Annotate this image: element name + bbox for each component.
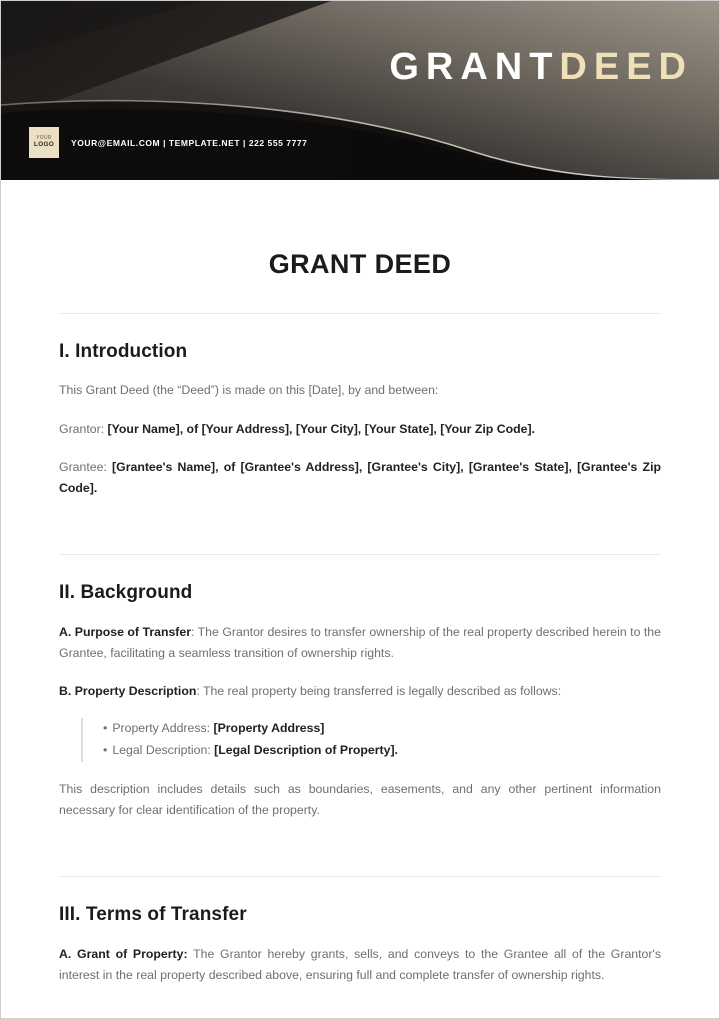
header-title (389, 48, 693, 86)
divider-top (59, 313, 661, 314)
list-item (103, 718, 661, 740)
logo-label-your: YOUR (36, 135, 52, 142)
document-header-banner (1, 1, 720, 180)
header-title-primary: GRANT (389, 46, 560, 88)
section-heading-background: II. Background (59, 582, 193, 604)
grant-of-property-text: The Grantor hereby grants, sells, and conveys to the Grantee all of the Grantor's interest in the real property described above, ensuring full and complete transfer of ownership rights. (59, 947, 661, 983)
property-description-closing-paragraph: This description includes details such as boundaries, easements, and any other pertinent information necessary for clear identification of the property. (59, 782, 661, 818)
list-item-label: Legal Description: (112, 743, 215, 758)
purpose-of-transfer-text: : The Grantor desires to transfer ownership of the real property described herein to the Grantee, facilitating a seamless transition of ownership rights. (59, 624, 661, 660)
logo-label-logo: LOGO (33, 140, 55, 148)
grant-of-property-paragraph (59, 944, 661, 986)
purpose-of-transfer-paragraph (59, 622, 661, 664)
grantor-label: Grantor: (59, 421, 108, 436)
header-contact-info: YOUR@EMAIL.COM | TEMPLATE.NET | 222 555 7777 (71, 137, 308, 148)
grantee-paragraph (59, 457, 661, 499)
grantee-label: Grantee: (59, 459, 113, 474)
grantor-paragraph (59, 419, 661, 440)
header-brand-bar (29, 127, 307, 158)
section-heading-introduction: I. Introduction (59, 340, 188, 362)
grant-of-property-label: A. Grant of Property: (59, 947, 188, 962)
document-body (1, 250, 719, 986)
list-item-value: [Legal Description of Property]. (214, 743, 398, 758)
property-description-text: : The real property being transferred is legally described as follows: (196, 684, 562, 699)
property-description-paragraph (59, 681, 661, 702)
purpose-of-transfer-label: A. Purpose of Transfer (59, 624, 192, 639)
document-title: GRANT DEED (268, 249, 452, 279)
list-item-value: [Property Address] (213, 721, 325, 736)
logo-placeholder (29, 127, 59, 158)
spacer (59, 821, 661, 843)
bullet-dot-icon: • (103, 721, 108, 736)
introduction-paragraph: This Grant Deed (the “Deed”) is made on this [Date], by and between: (59, 383, 439, 398)
divider-section-ii (59, 876, 661, 877)
spacer (59, 499, 661, 521)
header-title-secondary: DEED (559, 46, 693, 88)
list-item-label: Property Address: (112, 721, 214, 736)
divider-section-i (59, 554, 661, 555)
property-description-label: B. Property Description (59, 684, 197, 699)
section-heading-terms-of-transfer: III. Terms of Transfer (59, 904, 247, 926)
bullet-dot-icon: • (103, 743, 108, 758)
list-item (103, 740, 661, 762)
property-details-list (81, 718, 661, 762)
grantor-value: [Your Name], of [Your Address], [Your City], [Your State], [Your Zip Code]. (107, 421, 535, 436)
grantee-value: [Grantee's Name], of [Grantee's Address], [Grantee's City], [Grantee's State], [Grantee's Zip Code]. (59, 459, 662, 495)
